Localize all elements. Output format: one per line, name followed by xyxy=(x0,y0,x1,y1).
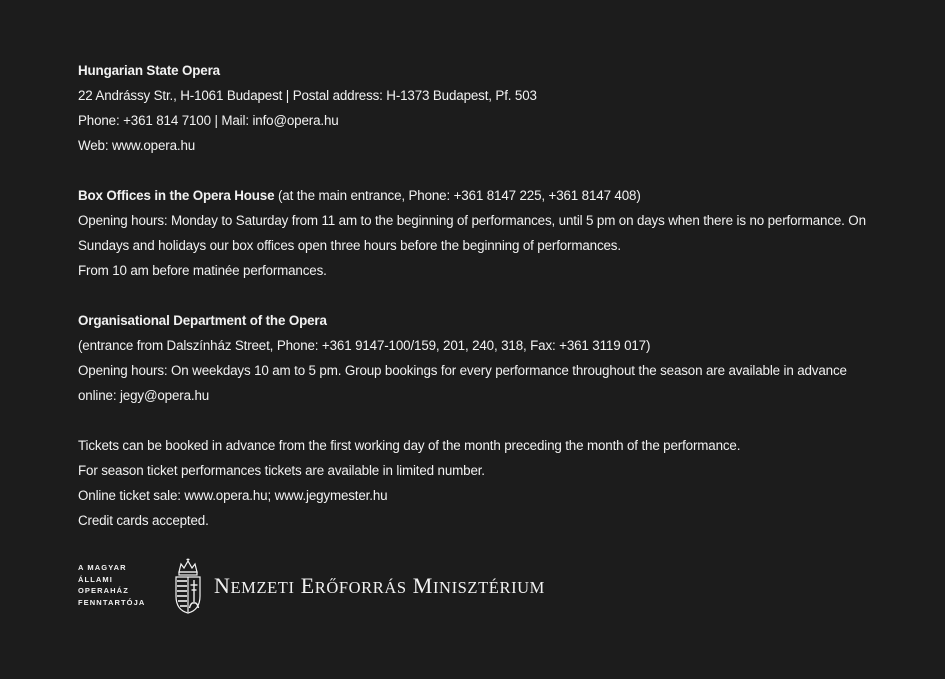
funder-label xyxy=(78,562,145,608)
funder-line: OPERAHÁZ xyxy=(78,586,129,595)
opera-address: 22 Andrássy Str., H-1061 Budapest | Postal address: H-1373 Budapest, Pf. 503 xyxy=(78,88,537,103)
tickets-advance: Tickets can be booked in advance from the first working day of the month preceding the month of the performance. xyxy=(78,438,741,453)
box-office-hours: Opening hours: Monday to Saturday from 11 am to the beginning of performances, until 5 pm on days when there is no performance. On Sundays and holidays our box offices open three hours before the beginning of performances. xyxy=(78,213,866,253)
ministry-word: ERŐFORRÁS xyxy=(300,573,407,598)
opera-contact-block xyxy=(78,58,878,158)
box-office-heading xyxy=(78,183,878,208)
funder-line: ÁLLAMI xyxy=(78,574,113,584)
opera-phone-mail[interactable]: Phone: +361 814 7100 | Mail: info@opera.hu xyxy=(78,113,339,128)
box-office-title: Box Offices in the Opera House xyxy=(78,188,275,203)
opera-title: Hungarian State Opera xyxy=(78,63,220,78)
organisational-contact: (entrance from Dalszínház Street, Phone: +361 9147-100/159, 201, 240, 318, Fax: +361 3119 017) xyxy=(78,338,651,353)
box-office-phones: (at the main entrance, Phone: +361 8147 225, +361 8147 408) xyxy=(274,188,641,203)
hungarian-coat-of-arms-icon xyxy=(174,558,202,614)
box-office-matinee: From 10 am before matinée performances. xyxy=(78,263,327,278)
tickets-season: For season ticket performances tickets are available in limited number. xyxy=(78,463,485,478)
ministry-word: NEMZETI xyxy=(214,573,295,598)
tickets-online[interactable]: Online ticket sale: www.opera.hu; www.jegymester.hu xyxy=(78,488,388,503)
ministry-name xyxy=(214,573,545,599)
organisational-hours[interactable]: Opening hours: On weekdays 10 am to 5 pm. Group bookings for every performance throughout the season are available in advance online: jegy@opera.hu xyxy=(78,363,847,403)
opera-website[interactable]: Web: www.opera.hu xyxy=(78,138,196,153)
funder-line: A MAGYAR xyxy=(78,563,127,572)
organisational-title: Organisational Department of the Opera xyxy=(78,313,327,328)
footer xyxy=(78,558,678,618)
contact-information xyxy=(78,58,878,558)
ministry-word: MINISZTÉRIUM xyxy=(412,573,545,598)
tickets-block xyxy=(78,433,878,533)
organisational-block xyxy=(78,308,878,408)
tickets-credit-cards: Credit cards accepted. xyxy=(78,513,209,528)
funder-line: FENNTARTÓJA xyxy=(78,597,146,607)
box-office-block xyxy=(78,183,878,283)
